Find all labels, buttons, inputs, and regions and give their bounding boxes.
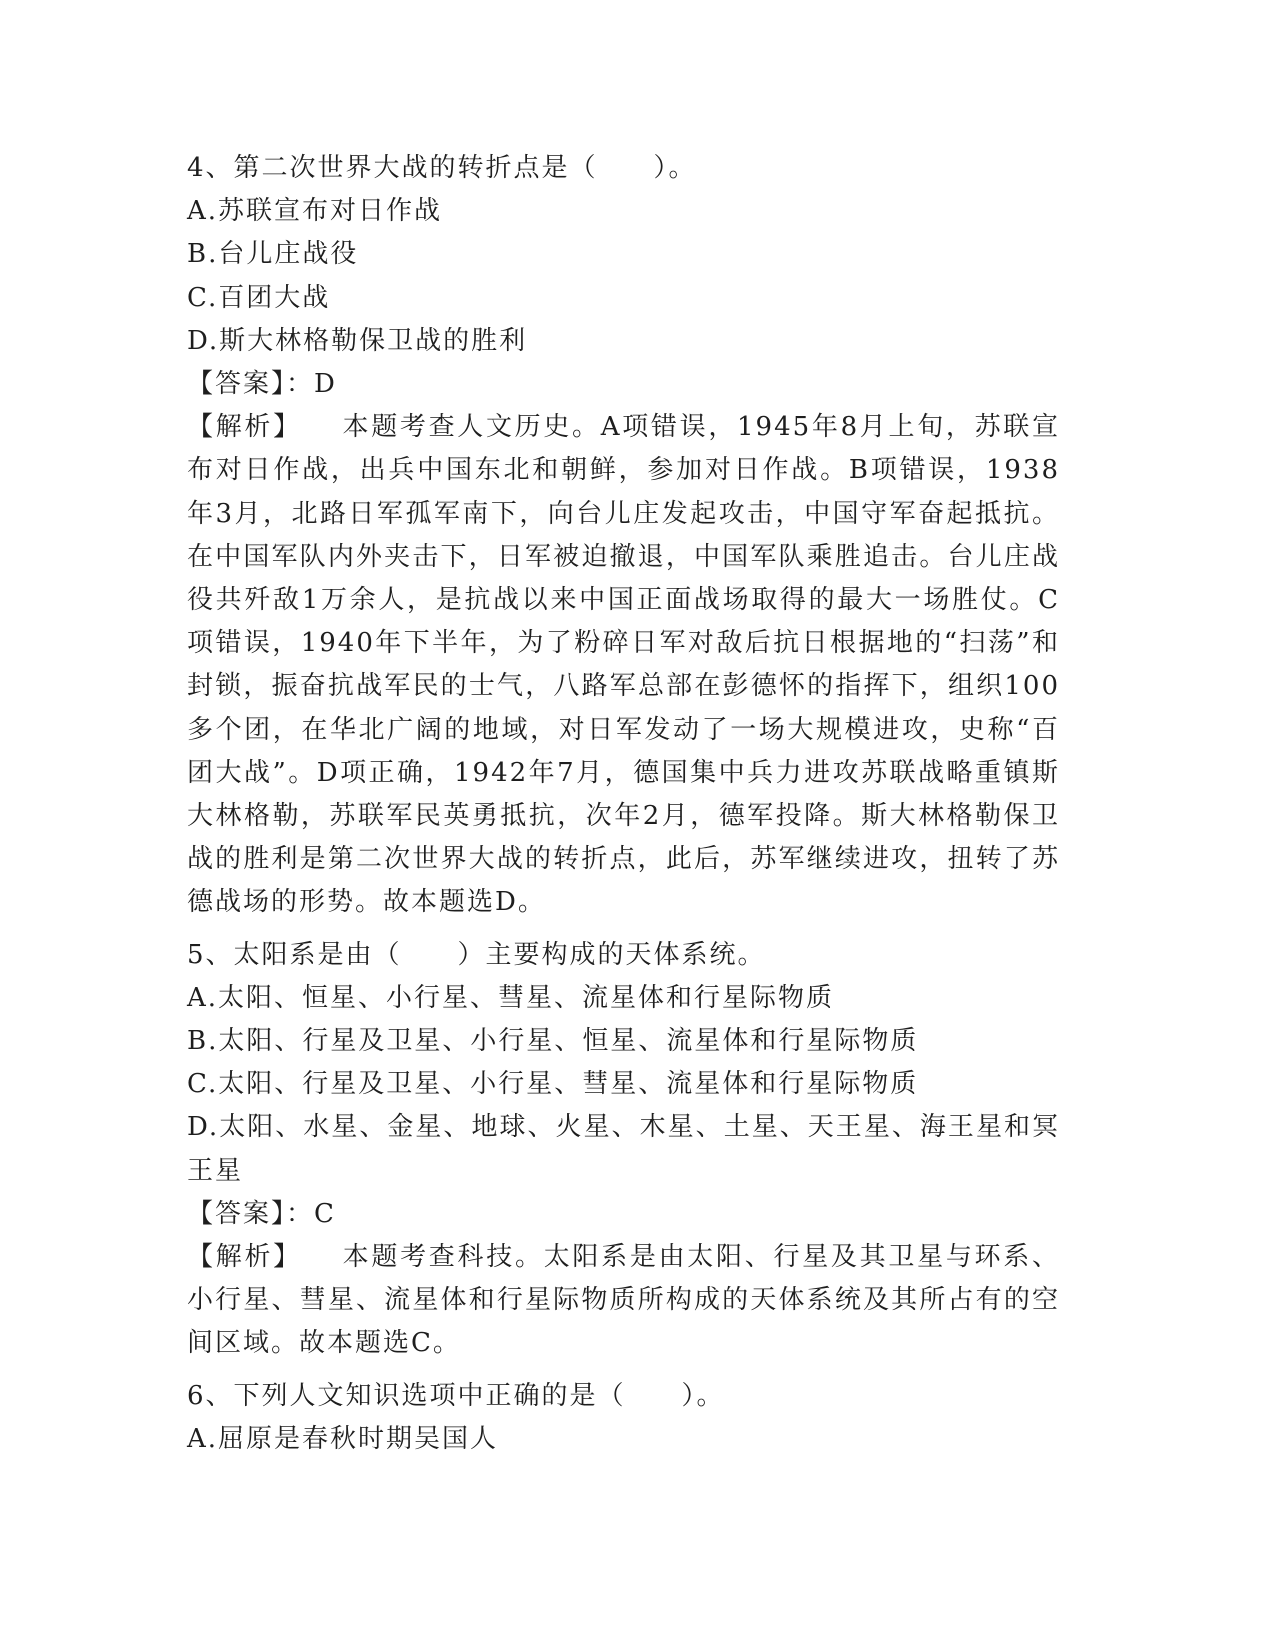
question-5 — [187, 934, 1060, 1366]
option-b: B.台儿庄战役 — [187, 239, 359, 270]
question-stem: 4、第二次世界大战的转折点是（ ）。 — [187, 153, 697, 183]
option-b: B.太阳、行星及卫星、小行星、恒星、流星体和行星际物质 — [187, 1025, 919, 1056]
option-d: D.斯大林格勒保卫战的胜利 — [187, 325, 528, 356]
answer-label: 【答案】： — [187, 1198, 315, 1229]
analysis-block — [187, 1236, 1060, 1366]
option-a: A.屈原是春秋时期吴国人 — [187, 1423, 499, 1454]
option-c: C.太阳、行星及卫星、小行星、彗星、流星体和行星际物质 — [187, 1069, 919, 1100]
answer-label: 【答案】： — [187, 368, 315, 399]
option-a: A.太阳、恒星、小行星、彗星、流星体和行星际物质 — [187, 982, 835, 1013]
analysis-label: 【解析】 — [187, 412, 302, 443]
analysis-label: 【解析】 — [187, 1241, 302, 1272]
document-page — [187, 147, 1060, 1461]
question-4 — [187, 147, 1060, 925]
answer-line — [187, 1193, 1060, 1236]
answer-line — [187, 363, 1060, 406]
option-a: A.苏联宣布对日作战 — [187, 196, 443, 227]
analysis-block — [187, 406, 1060, 924]
analysis-text: 本题考查科技。太阳系是由太阳、行星及其卫星与环系、小行星、彗星、流星体和行星际物质所构成的天体系统及其所占有的空间区域。故本题选C。 — [187, 1241, 1060, 1359]
option-c: C.百团大战 — [187, 282, 331, 313]
answer-value: D — [314, 368, 337, 399]
option-d: D.太阳、水星、金星、地球、火星、木星、土星、天王星、海王星和冥王星 — [187, 1112, 1060, 1186]
answer-value: C — [314, 1198, 336, 1229]
question-stem: 5、太阳系是由（ ）主要构成的天体系统。 — [187, 939, 766, 970]
analysis-text: 本题考查人文历史。A项错误，1945年8月上旬，苏联宣布对日作战，出兵中国东北和朝鲜，参加对日作战。B项错误，1938年3月，北路日军孤军南下，向台儿庄发起攻击，中国守军奋起抵抗。在中国军队内外夹击下，日军被迫撤退，中国军队乘胜追击。台儿庄战役共歼敌1万余人，是抗战以来中国正面战场取得的最大一场胜仗。C项错误，1940年下半年，为了粉碎日军对敌后抗日根据地的“扫荡”和封锁，振奋抗战军民的士气，八路军总部在彭德怀的指挥下，组织100多个团，在华北广阔的地域，对日军发动了一场大规模进攻，史称“百团大战”。D项正确，1942年7月，德国集中兵力进攻苏联战略重镇斯大林格勒，苏联军民英勇抵抗，次年2月，德军投降。斯大林格勒保卫战的胜利是第二次世界大战的转折点，此后，苏军继续进攻，扭转了苏德战场的形势。故本题选D。 — [187, 412, 1060, 918]
question-stem: 6、下列人文知识选项中正确的是（ ）。 — [187, 1380, 725, 1411]
question-6 — [187, 1375, 1060, 1461]
